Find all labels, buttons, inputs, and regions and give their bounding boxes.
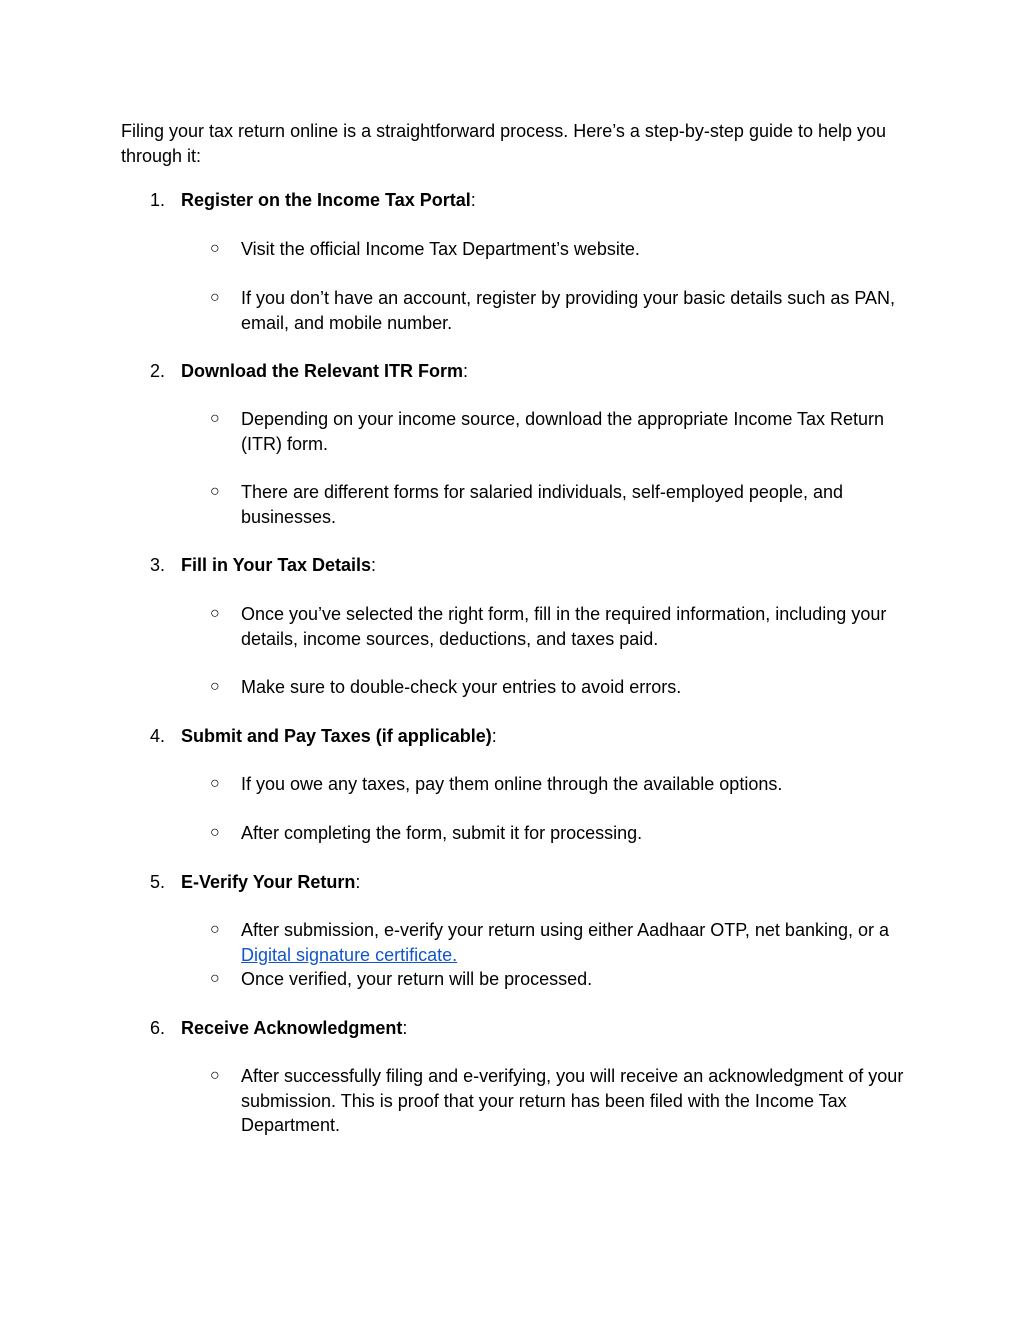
bullet-text: After completing the form, submit it for processing. [241,823,643,843]
step-title: Register on the Income Tax Portal: [181,190,476,210]
step-title: Submit and Pay Taxes (if applicable): [181,726,497,746]
hollow-circle-bullet-icon: ○ [210,970,220,987]
step-title: Receive Acknowledgment: [181,1018,408,1038]
step-number: 4. [150,726,166,746]
bullet-text: If you owe any taxes, pay them online through the available options. [241,774,783,794]
bullet-text: Once verified, your return will be processed. [241,969,593,989]
hollow-circle-bullet-icon: ○ [210,824,220,841]
bullet-text: Make sure to double-check your entries to avoid errors. [241,677,682,697]
hollow-circle-bullet-icon: ○ [210,1067,220,1084]
intro-paragraph: Filing your tax return online is a straightforward process. Here’s a step-by-step guide to help you through it: [121,121,887,166]
bullet-text: Visit the official Income Tax Department’s website. [241,239,640,259]
step-title: Download the Relevant ITR Form: [181,361,469,381]
step-number: 6. [150,1018,166,1038]
bullet-text: After successfully filing and e-verifying, you will receive an acknowledgment of your submission. This is proof that your return has been filed with the Income Tax Department. [241,1066,904,1135]
digital-signature-certificate-link[interactable]: Digital signature certificate. [241,944,458,965]
hollow-circle-bullet-icon: ○ [210,678,220,695]
bullet-text: After submission, e-verify your return using either Aadhaar OTP, net banking, or a Digital signature certificate. [241,920,889,965]
step-number: 3. [150,555,166,575]
step-title: Fill in Your Tax Details: [181,555,377,575]
hollow-circle-bullet-icon: ○ [210,240,220,257]
hollow-circle-bullet-icon: ○ [210,410,220,427]
bullet-text: If you don’t have an account, register by providing your basic details such as PAN, email, and mobile number. [241,288,896,333]
hollow-circle-bullet-icon: ○ [210,289,220,306]
hollow-circle-bullet-icon: ○ [210,483,220,500]
hollow-circle-bullet-icon: ○ [210,775,220,792]
step-number: 2. [150,361,166,381]
step-title: E-Verify Your Return: [181,872,361,892]
step-number: 1. [150,190,166,210]
step-number: 5. [150,872,166,892]
hollow-circle-bullet-icon: ○ [210,605,220,622]
bullet-text: Once you’ve selected the right form, fill in the required information, including your details, income sources, deductions, and taxes paid. [241,604,887,649]
bullet-text: Depending on your income source, download the appropriate Income Tax Return (ITR) form. [241,409,885,454]
bullet-text: There are different forms for salaried individuals, self-employed people, and businesses. [241,482,843,527]
hollow-circle-bullet-icon: ○ [210,921,220,938]
